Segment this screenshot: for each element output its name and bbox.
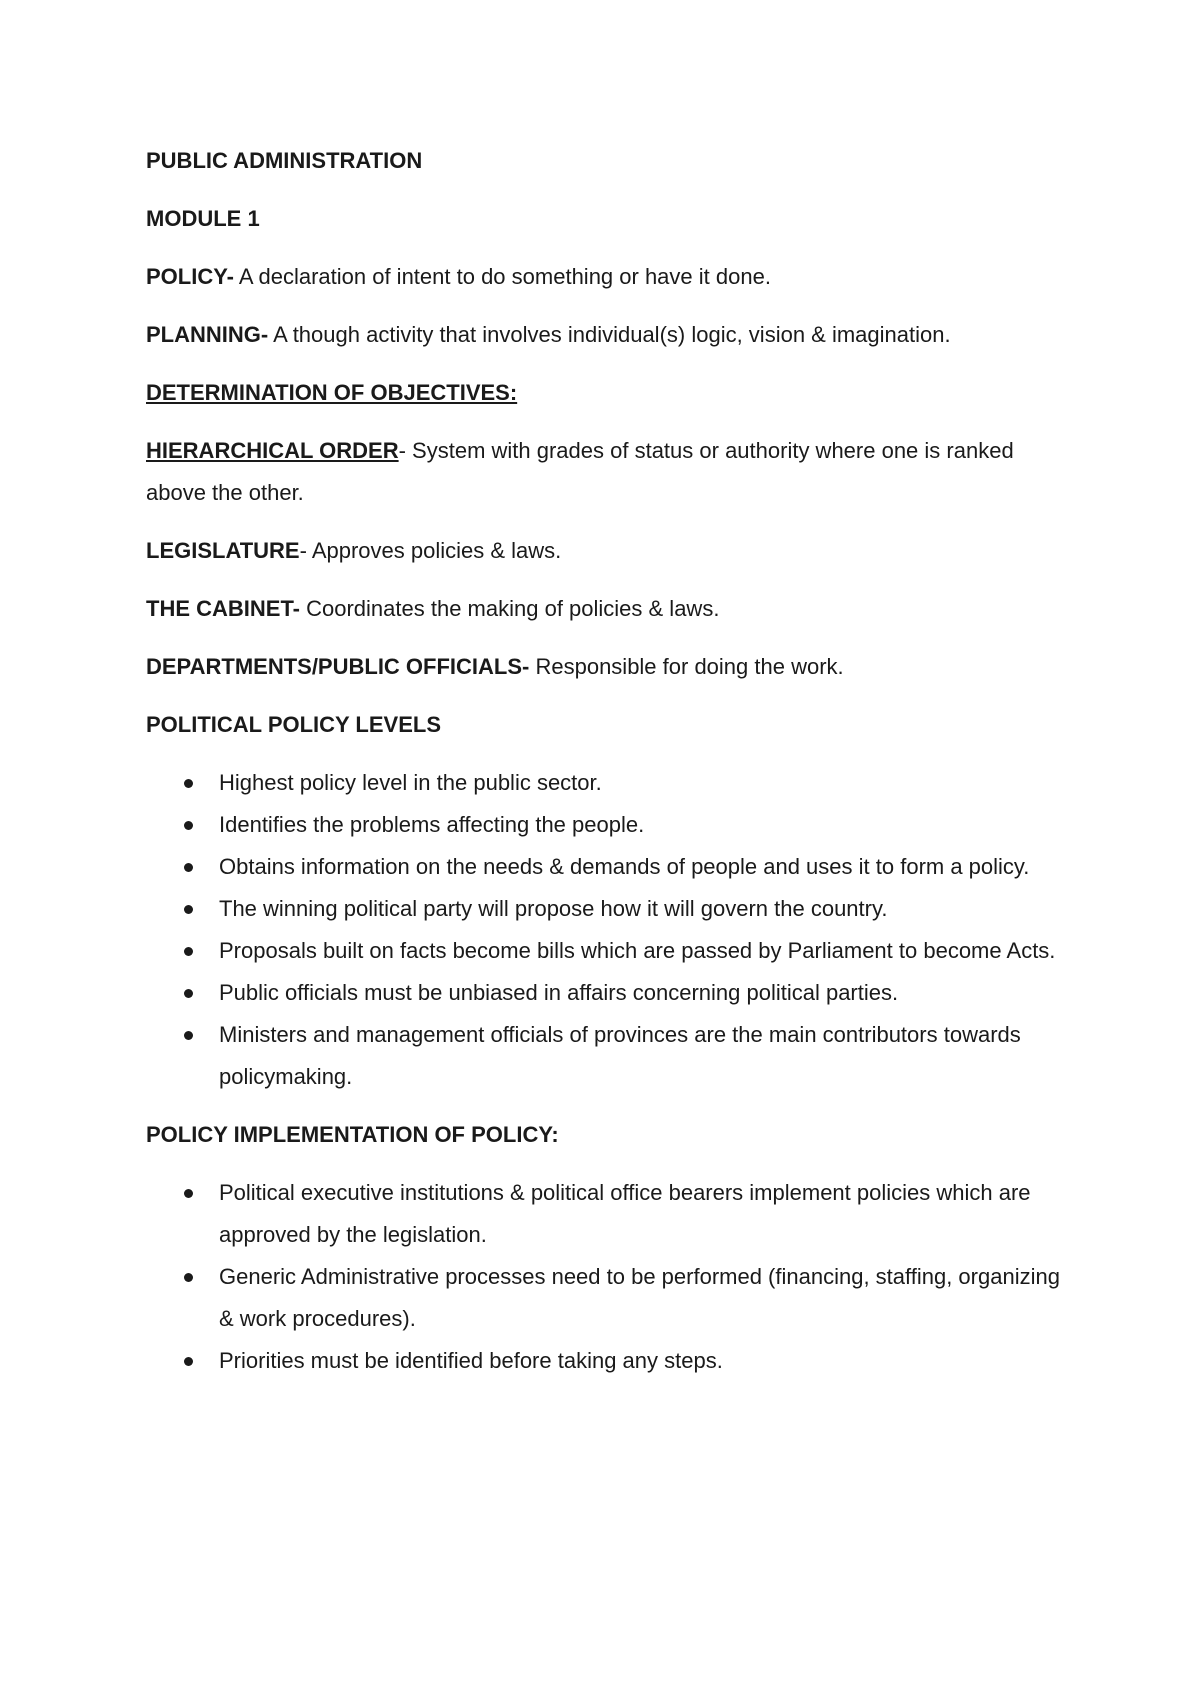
- definition-text: - System with grades of status or authority where one is ranked above the other.: [146, 438, 1014, 505]
- list-item-text: Identifies the problems affecting the people.: [219, 812, 645, 837]
- definition-term: PLANNING-: [146, 322, 269, 347]
- document-page: [146, 140, 1066, 1398]
- definition-cabinet: [146, 588, 1066, 630]
- list-item: [146, 846, 1066, 888]
- definition-planning: [146, 314, 1066, 356]
- list-item-text: Priorities must be identified before taking any steps.: [219, 1348, 723, 1373]
- definition-term: HIERARCHICAL ORDER: [146, 438, 399, 463]
- definition-term: POLICY-: [146, 264, 235, 289]
- list-item: [146, 1340, 1066, 1382]
- bullet-icon: [184, 863, 193, 872]
- bullet-icon: [184, 1031, 193, 1040]
- policy-implementation-list: [146, 1172, 1066, 1382]
- document-title: PUBLIC ADMINISTRATION: [146, 148, 423, 173]
- list-item: [146, 972, 1066, 1014]
- list-item-text: Generic Administrative processes need to be performed (financing, staffing, organizing & work procedures).: [219, 1264, 1060, 1331]
- bullet-icon: [184, 1357, 193, 1366]
- bullet-icon: [184, 947, 193, 956]
- policy-implementation-heading: POLICY IMPLEMENTATION OF POLICY:: [146, 1122, 559, 1147]
- bullet-icon: [184, 779, 193, 788]
- definition-text: Coordinates the making of policies & laws.: [300, 596, 720, 621]
- list-item-text: Public officials must be unbiased in affairs concerning political parties.: [219, 980, 899, 1005]
- list-item-text: The winning political party will propose how it will govern the country.: [219, 896, 888, 921]
- political-policy-levels-heading: POLITICAL POLICY LEVELS: [146, 712, 442, 737]
- list-item: [146, 1014, 1066, 1098]
- list-item-text: Highest policy level in the public sector.: [219, 770, 602, 795]
- bullet-icon: [184, 821, 193, 830]
- list-item: [146, 762, 1066, 804]
- list-item: [146, 930, 1066, 972]
- module-heading: MODULE 1: [146, 206, 260, 231]
- definition-term: THE CABINET-: [146, 596, 300, 621]
- list-item: [146, 804, 1066, 846]
- definition-text: A though activity that involves individual(s) logic, vision & imagination.: [268, 322, 951, 347]
- definition-term: DEPARTMENTS/PUBLIC OFFICIALS-: [146, 654, 530, 679]
- definition-term: LEGISLATURE: [146, 538, 300, 563]
- definition-text: A declaration of intent to do something or have it done.: [234, 264, 771, 289]
- bullet-icon: [184, 1189, 193, 1198]
- list-item-text: Proposals built on facts become bills which are passed by Parliament to become Acts.: [219, 938, 1056, 963]
- political-policy-list: [146, 762, 1066, 1098]
- list-item: [146, 1172, 1066, 1256]
- list-item-text: Ministers and management officials of provinces are the main contributors towards policymaking.: [219, 1022, 1021, 1089]
- objectives-heading: DETERMINATION OF OBJECTIVES:: [146, 380, 518, 405]
- definition-hierarchical-order: [146, 430, 1066, 514]
- bullet-icon: [184, 989, 193, 998]
- list-item: [146, 1256, 1066, 1340]
- list-item-text: Political executive institutions & political office bearers implement policies which are approved by the legislation.: [219, 1180, 1031, 1247]
- bullet-icon: [184, 905, 193, 914]
- list-item-text: Obtains information on the needs & demands of people and uses it to form a policy.: [219, 854, 1030, 879]
- definition-text: - Approves policies & laws.: [299, 538, 562, 563]
- list-item: [146, 888, 1066, 930]
- definition-legislature: [146, 530, 1066, 572]
- definition-departments: [146, 646, 1066, 688]
- definition-text: Responsible for doing the work.: [529, 654, 844, 679]
- bullet-icon: [184, 1273, 193, 1282]
- definition-policy: [146, 256, 1066, 298]
